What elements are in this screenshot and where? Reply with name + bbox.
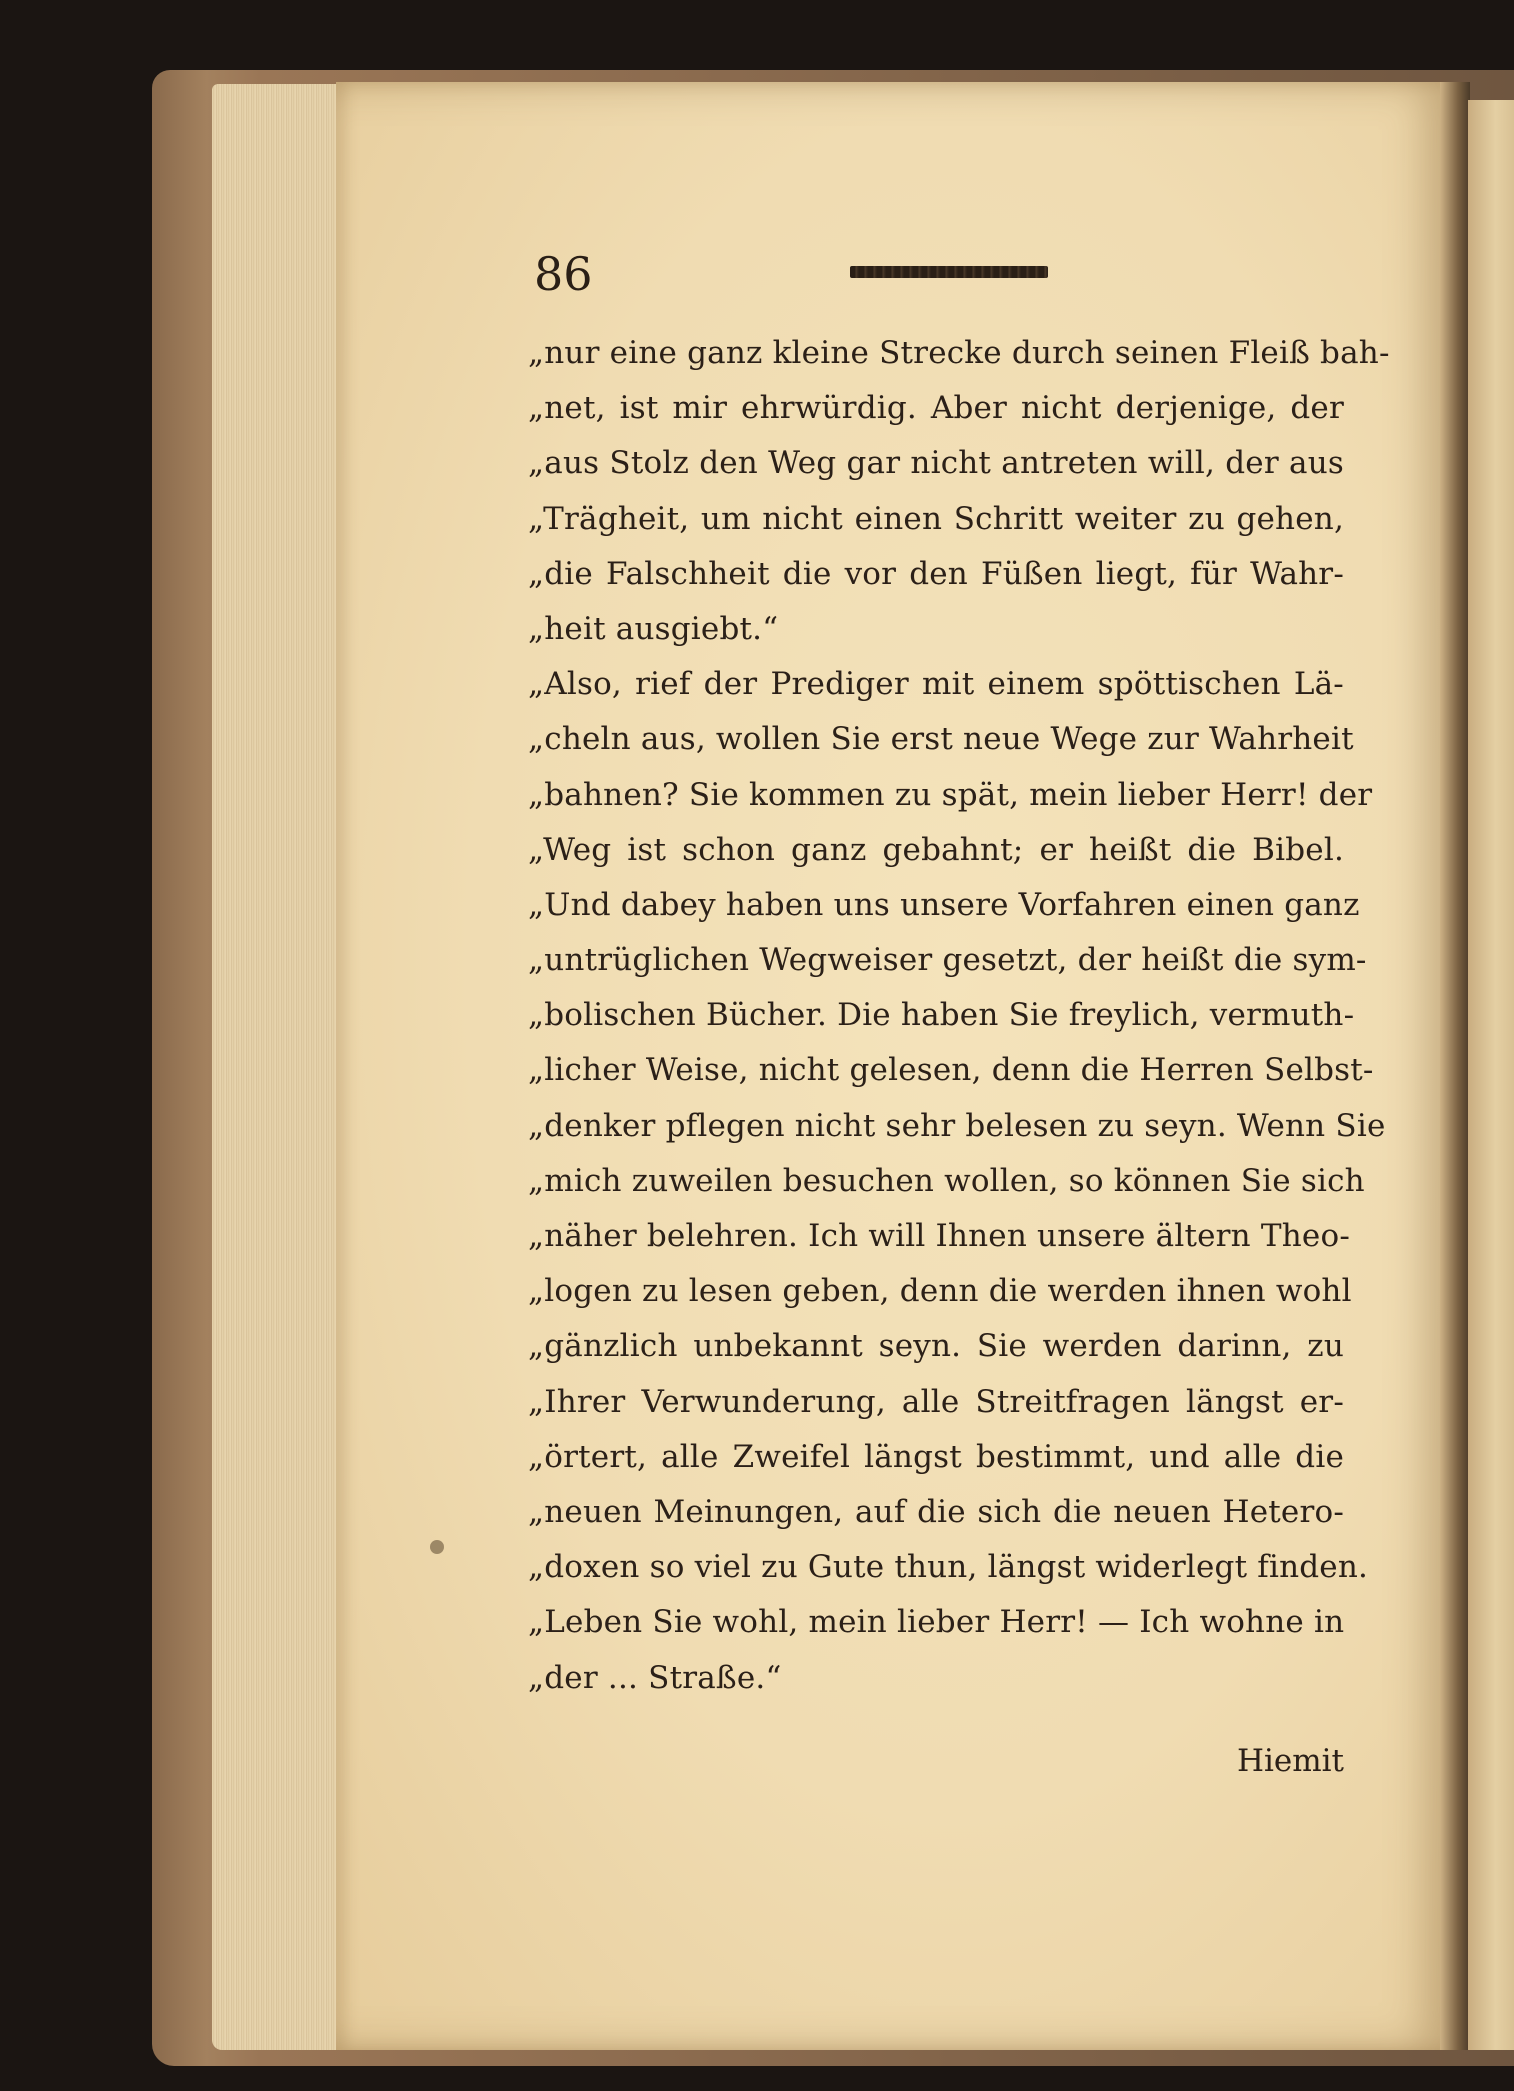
catchword: Hiemit [1236, 1743, 1344, 1779]
text-line: „neuen Meinungen, auf die sich die neuen Hetero- [528, 1493, 1344, 1530]
text-line: „gänzlich unbekannt seyn. Sie werden darinn, zu [528, 1328, 1344, 1365]
text-line: „untrüglichen Wegweiser gesetzt, der heißt die sym- [528, 942, 1367, 979]
text-line: „cheln aus, wollen Sie erst neue Wege zur Wahrheit [528, 721, 1354, 758]
page-edges [212, 84, 344, 2050]
text-line: „aus Stolz den Weg gar nicht antreten will, der aus [528, 445, 1344, 482]
text-line: „net, ist mir ehrwürdig. Aber nicht derjenige, der [528, 390, 1344, 427]
ink-smudge [430, 1540, 444, 1554]
body-text [528, 326, 1390, 1706]
text-line: „nur eine ganz kleine Strecke durch seinen Fleiß bah- [528, 335, 1390, 371]
text-line: „bahnen? Sie kommen zu spät, mein lieber Herr! der [528, 776, 1373, 813]
text-line: „Und dabey haben uns unsere Vorfahren einen ganz [528, 886, 1360, 923]
text-line: „bolischen Bücher. Die haben Sie freylich, vermuth- [528, 997, 1355, 1034]
text-line: „näher belehren. Ich will Ihnen unsere ältern Theo- [528, 1218, 1351, 1254]
page-number: 86 [534, 247, 593, 301]
text-line: „Ihrer Verwunderung, alle Streitfragen längst er- [528, 1383, 1344, 1420]
page-header [534, 244, 1354, 304]
book-gutter [1440, 82, 1470, 2050]
text-line: „licher Weise, nicht gelesen, denn die Herren Selbst- [528, 1052, 1374, 1089]
text-line: „mich zuweilen besuchen wollen, so können Sie sich [528, 1162, 1365, 1199]
text-line: „die Falschheit die vor den Füßen liegt, für Wahr- [528, 555, 1344, 592]
text-line: „heit ausgiebt.“ [528, 610, 779, 647]
header-rule [850, 266, 1048, 278]
text-line: „örtert, alle Zweifel längst bestimmt, und alle die [528, 1438, 1344, 1475]
text-line: „Trägheit, um nicht einen Schritt weiter zu gehen, [528, 500, 1344, 537]
text-line: „Leben Sie wohl, mein lieber Herr! — Ich wohne in [528, 1604, 1345, 1641]
text-line: „logen zu lesen geben, denn die werden ihnen wohl [528, 1273, 1352, 1310]
text-line: „doxen so viel zu Gute thun, längst widerlegt finden. [528, 1549, 1369, 1586]
text-line: „Also, rief der Prediger mit einem spöttischen Lä- [528, 666, 1344, 703]
text-line: „der ... Straße.“ [528, 1659, 782, 1696]
facing-page-edge [1468, 100, 1514, 2050]
text-line: „denker pflegen nicht sehr belesen zu seyn. Wenn Sie [528, 1107, 1386, 1144]
text-line: „Weg ist schon ganz gebahnt; er heißt die Bibel. [528, 831, 1344, 868]
